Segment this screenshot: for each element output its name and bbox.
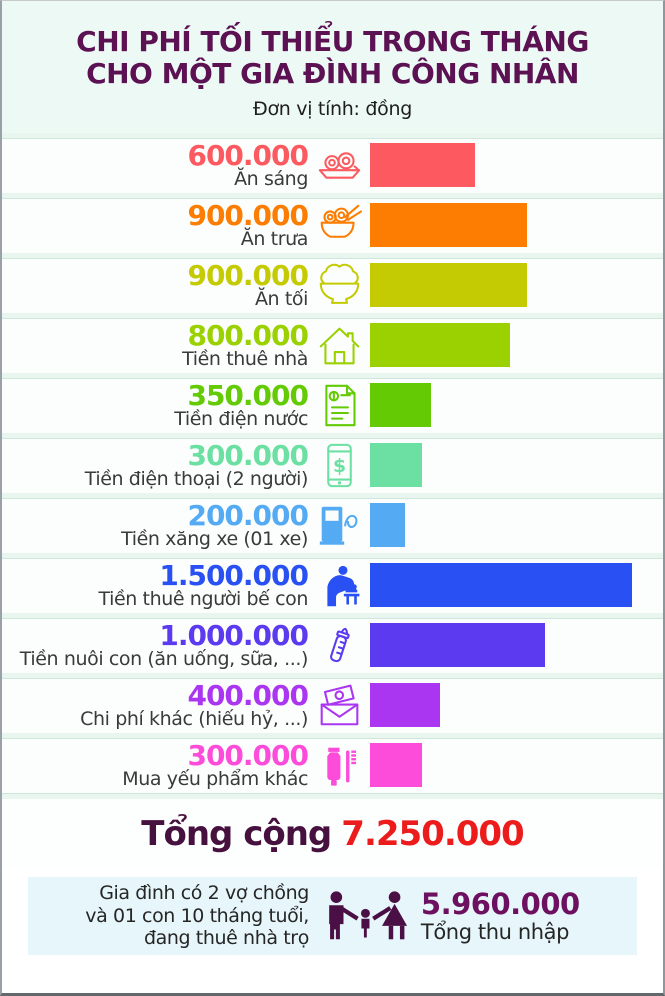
expense-value: 800.000 — [187, 319, 308, 352]
expense-bar — [370, 203, 527, 247]
title-line-1: CHI PHÍ TỐI THIỂU TRONG THÁNG — [76, 25, 589, 58]
income-label: Tổng thu nhập — [420, 920, 570, 945]
expense-row — [2, 433, 663, 493]
expense-text — [2, 441, 308, 490]
expense-label: Chi phí khác (hiếu hỷ, ...) — [80, 708, 308, 731]
expense-value: 400.000 — [187, 679, 308, 712]
baby-bottle-icon — [308, 623, 370, 668]
expense-bar — [370, 383, 431, 427]
income-value: 5.960.000 — [420, 886, 580, 921]
expense-label: Tiền thuê người bế con — [98, 588, 308, 611]
expense-list — [2, 133, 663, 799]
expense-text — [2, 141, 308, 190]
expense-row — [2, 553, 663, 613]
expense-label: Tiền điện thoại (2 người) — [84, 468, 308, 491]
bar-track — [370, 563, 632, 607]
utility-bill-icon — [308, 383, 370, 428]
expense-text — [2, 561, 308, 610]
expense-bar — [370, 743, 422, 787]
expense-value: 300.000 — [187, 739, 308, 772]
expense-label: Tiền điện nước — [174, 408, 308, 431]
expense-value: 1.000.000 — [159, 619, 308, 652]
income-summary — [420, 886, 580, 945]
expense-bar — [370, 323, 510, 367]
expense-value: 900.000 — [187, 199, 308, 232]
expense-label: Tiền nuôi con (ăn uống, sữa, ...) — [19, 648, 308, 671]
expense-text — [2, 741, 308, 790]
expense-value: 300.000 — [187, 439, 308, 472]
expense-value: 200.000 — [187, 499, 308, 532]
expense-row — [2, 313, 663, 373]
page-title — [2, 26, 663, 91]
expense-label: Ăn tối — [254, 288, 308, 311]
bar-track — [370, 623, 632, 667]
bar-track — [370, 323, 632, 367]
income-box — [28, 877, 637, 955]
expense-bar — [370, 563, 632, 607]
noodle-plate-icon — [308, 143, 370, 188]
expense-row — [2, 673, 663, 733]
bar-track — [370, 263, 632, 307]
expense-bar — [370, 503, 405, 547]
house-icon — [308, 323, 370, 368]
total-value: 7.250.000 — [341, 813, 524, 854]
expense-text — [2, 261, 308, 310]
expense-text — [2, 201, 308, 250]
svg-text:$: $ — [332, 456, 346, 477]
toiletries-icon — [308, 743, 370, 788]
expense-row — [2, 253, 663, 313]
total-row — [2, 799, 663, 867]
noodle-bowl-icon — [308, 203, 370, 248]
phone-dollar-icon — [308, 443, 370, 488]
title-line-2: CHO MỘT GIA ĐÌNH CÔNG NHÂN — [86, 57, 579, 91]
family-icon — [322, 889, 408, 943]
expense-value: 900.000 — [187, 259, 308, 292]
expense-value: 350.000 — [187, 379, 308, 412]
expense-row — [2, 133, 663, 193]
bar-track — [370, 443, 632, 487]
caregiver-icon — [308, 563, 370, 608]
expense-bar — [370, 143, 475, 187]
expense-row — [2, 373, 663, 433]
money-envelope-icon — [308, 683, 370, 728]
expense-value: 600.000 — [187, 139, 308, 172]
rice-bowl-icon — [308, 263, 370, 308]
expense-label: Tiền thuê nhà — [182, 348, 308, 371]
expense-label: Mua yếu phẩm khác — [122, 768, 308, 791]
fuel-pump-icon — [308, 503, 370, 548]
expense-text — [2, 501, 308, 550]
expense-bar — [370, 263, 527, 307]
expense-bar — [370, 443, 422, 487]
family-note-line-3: đang thuê nhà trọ — [143, 927, 309, 950]
expense-text — [2, 381, 308, 430]
family-note-line-2: và 01 con 10 tháng tuổi, — [85, 904, 309, 927]
total-label: Tổng cộng — [141, 813, 332, 854]
bar-track — [370, 143, 632, 187]
header — [2, 1, 663, 133]
expense-row — [2, 733, 663, 793]
expense-text — [2, 681, 308, 730]
expense-text — [2, 321, 308, 370]
family-note — [85, 882, 309, 949]
bar-track — [370, 503, 632, 547]
expense-row — [2, 613, 663, 673]
expense-row — [2, 193, 663, 253]
bar-track — [370, 383, 632, 427]
expense-bar — [370, 683, 440, 727]
bar-track — [370, 203, 632, 247]
bar-track — [370, 743, 632, 787]
expense-row — [2, 493, 663, 553]
expense-text — [2, 621, 308, 670]
expense-bar — [370, 623, 545, 667]
expense-label: Ăn trưa — [240, 228, 308, 251]
family-note-line-1: Gia đình có 2 vợ chồng — [99, 882, 309, 905]
unit-note: Đơn vị tính: đồng — [253, 97, 412, 120]
expense-label: Tiền xăng xe (01 xe) — [121, 528, 308, 551]
bar-track — [370, 683, 632, 727]
expense-label: Ăn sáng — [234, 168, 308, 191]
expense-value: 1.500.000 — [159, 559, 308, 592]
